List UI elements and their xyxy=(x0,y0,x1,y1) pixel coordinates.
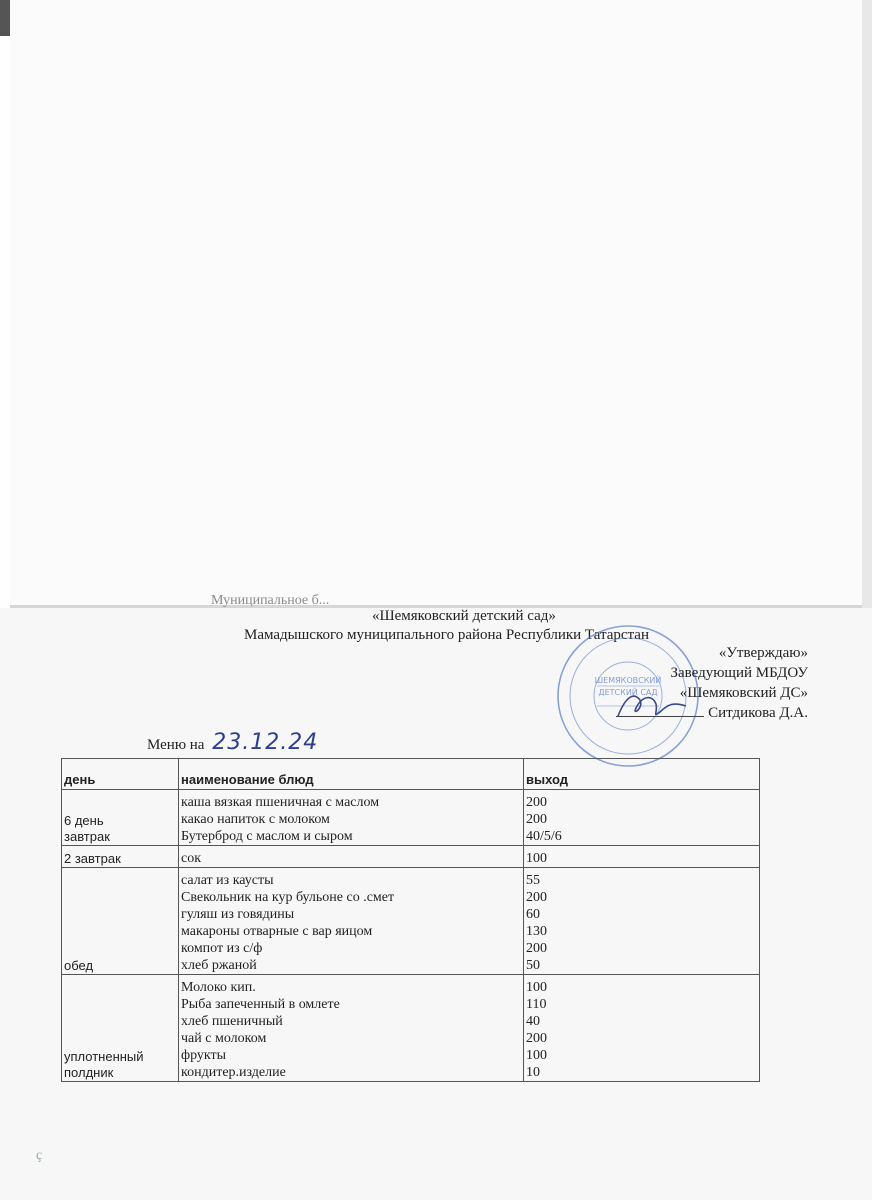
meal-line: полдник xyxy=(64,1065,114,1080)
yield-line: 130 xyxy=(526,924,547,939)
menu-date-line xyxy=(147,730,318,755)
cell-dishes xyxy=(179,846,524,868)
table-row xyxy=(62,846,760,868)
approval-title: «Утверждаю» xyxy=(718,645,808,661)
dishes-line: хлеб пшеничный xyxy=(181,1014,283,1029)
org-name: «Шемяковский детский сад» xyxy=(372,608,556,624)
header-yield: выход xyxy=(524,759,760,790)
signature-line xyxy=(616,716,704,717)
yield-line: 100 xyxy=(526,1048,547,1063)
yield-line: 200 xyxy=(526,1031,547,1046)
yield-line: 50 xyxy=(526,958,540,973)
svg-text:ШЕМЯКОВСКИЙ: ШЕМЯКОВСКИЙ xyxy=(594,676,662,685)
table-row xyxy=(62,790,760,846)
meal-line: обед xyxy=(64,958,94,973)
dishes-line: гуляш из говядины xyxy=(181,907,295,922)
dishes-line: какао напиток с молоком xyxy=(181,812,330,827)
svg-text:ДЕТСКИЙ САД: ДЕТСКИЙ САД xyxy=(598,688,658,697)
dishes-line: Рыба запеченный в омлете xyxy=(181,997,340,1012)
yield-line: 200 xyxy=(526,795,547,810)
cell-meal xyxy=(62,790,179,846)
yield-line: 40 xyxy=(526,1014,540,1029)
yield-line: 200 xyxy=(526,890,547,905)
dishes-line: компот из с/ф xyxy=(181,941,263,956)
approval-position: Заведующий МБДОУ xyxy=(670,665,808,681)
scan-edge xyxy=(0,0,10,36)
table-header-row xyxy=(62,759,760,790)
dishes-line: кондитер.изделие xyxy=(181,1065,286,1080)
meal-line: 2 завтрак xyxy=(64,851,121,866)
yield-line: 100 xyxy=(526,980,547,995)
scan-edge-right xyxy=(862,0,872,608)
yield-line: 110 xyxy=(526,997,547,1012)
header-day: день xyxy=(62,759,179,790)
approval-org: «Шемяковский ДС» xyxy=(679,685,808,701)
header-dish: наименование блюд xyxy=(179,759,524,790)
yield-line: 200 xyxy=(526,941,547,956)
meal-line: завтрак xyxy=(64,829,110,844)
menu-table xyxy=(61,758,760,1082)
cell-dishes xyxy=(179,790,524,846)
cell-meal xyxy=(62,846,179,868)
approval-block xyxy=(616,643,808,723)
yield-line: 200 xyxy=(526,812,547,827)
cell-yield xyxy=(524,846,760,868)
dishes-line: Бутерброд с маслом и сыром xyxy=(181,829,353,844)
dishes-line: чай с молоком xyxy=(181,1031,267,1046)
org-name-fragment: Муниципальное б... xyxy=(211,593,330,608)
yield-line: 10 xyxy=(526,1065,540,1080)
cell-yield xyxy=(524,868,760,975)
dishes-line: каша вязкая пшеничная с маслом xyxy=(181,795,380,810)
dishes-line: хлеб ржаной xyxy=(181,958,257,973)
dishes-line: Молоко кип. xyxy=(181,980,256,995)
yield-line: 60 xyxy=(526,907,540,922)
dishes-line: салат из каусты xyxy=(181,873,274,888)
dishes-line: Свекольник на кур бульоне со .смет xyxy=(181,890,395,905)
dishes-line: сок xyxy=(181,851,202,866)
pen-mark: ҫ xyxy=(36,1148,43,1163)
table-row xyxy=(62,975,760,1082)
folded-page-overlay xyxy=(10,0,862,608)
approval-signer: Ситдикова Д.А. xyxy=(708,705,808,721)
table-row xyxy=(62,868,760,975)
approval-signature-line xyxy=(616,703,808,723)
cell-meal xyxy=(62,975,179,1082)
cell-meal xyxy=(62,868,179,975)
menu-date-handwritten: 23.12.24 xyxy=(212,730,319,755)
meal-line: 6 день xyxy=(64,813,104,828)
org-district: Мамадышского муниципального района Республики Татарстан xyxy=(244,627,649,643)
cell-dishes xyxy=(179,868,524,975)
menu-table-body xyxy=(62,790,760,1082)
cell-yield xyxy=(524,975,760,1082)
dishes-line: фрукты xyxy=(181,1048,227,1063)
dishes-line: макароны отварные с вар яицом xyxy=(181,924,373,939)
menu-prefix: Меню на xyxy=(147,737,205,753)
cell-dishes xyxy=(179,975,524,1082)
cell-yield xyxy=(524,790,760,846)
yield-line: 40/5/6 xyxy=(526,829,562,844)
meal-line: уплотненный xyxy=(64,1049,144,1064)
yield-line: 55 xyxy=(526,873,540,888)
yield-line: 100 xyxy=(526,851,547,866)
